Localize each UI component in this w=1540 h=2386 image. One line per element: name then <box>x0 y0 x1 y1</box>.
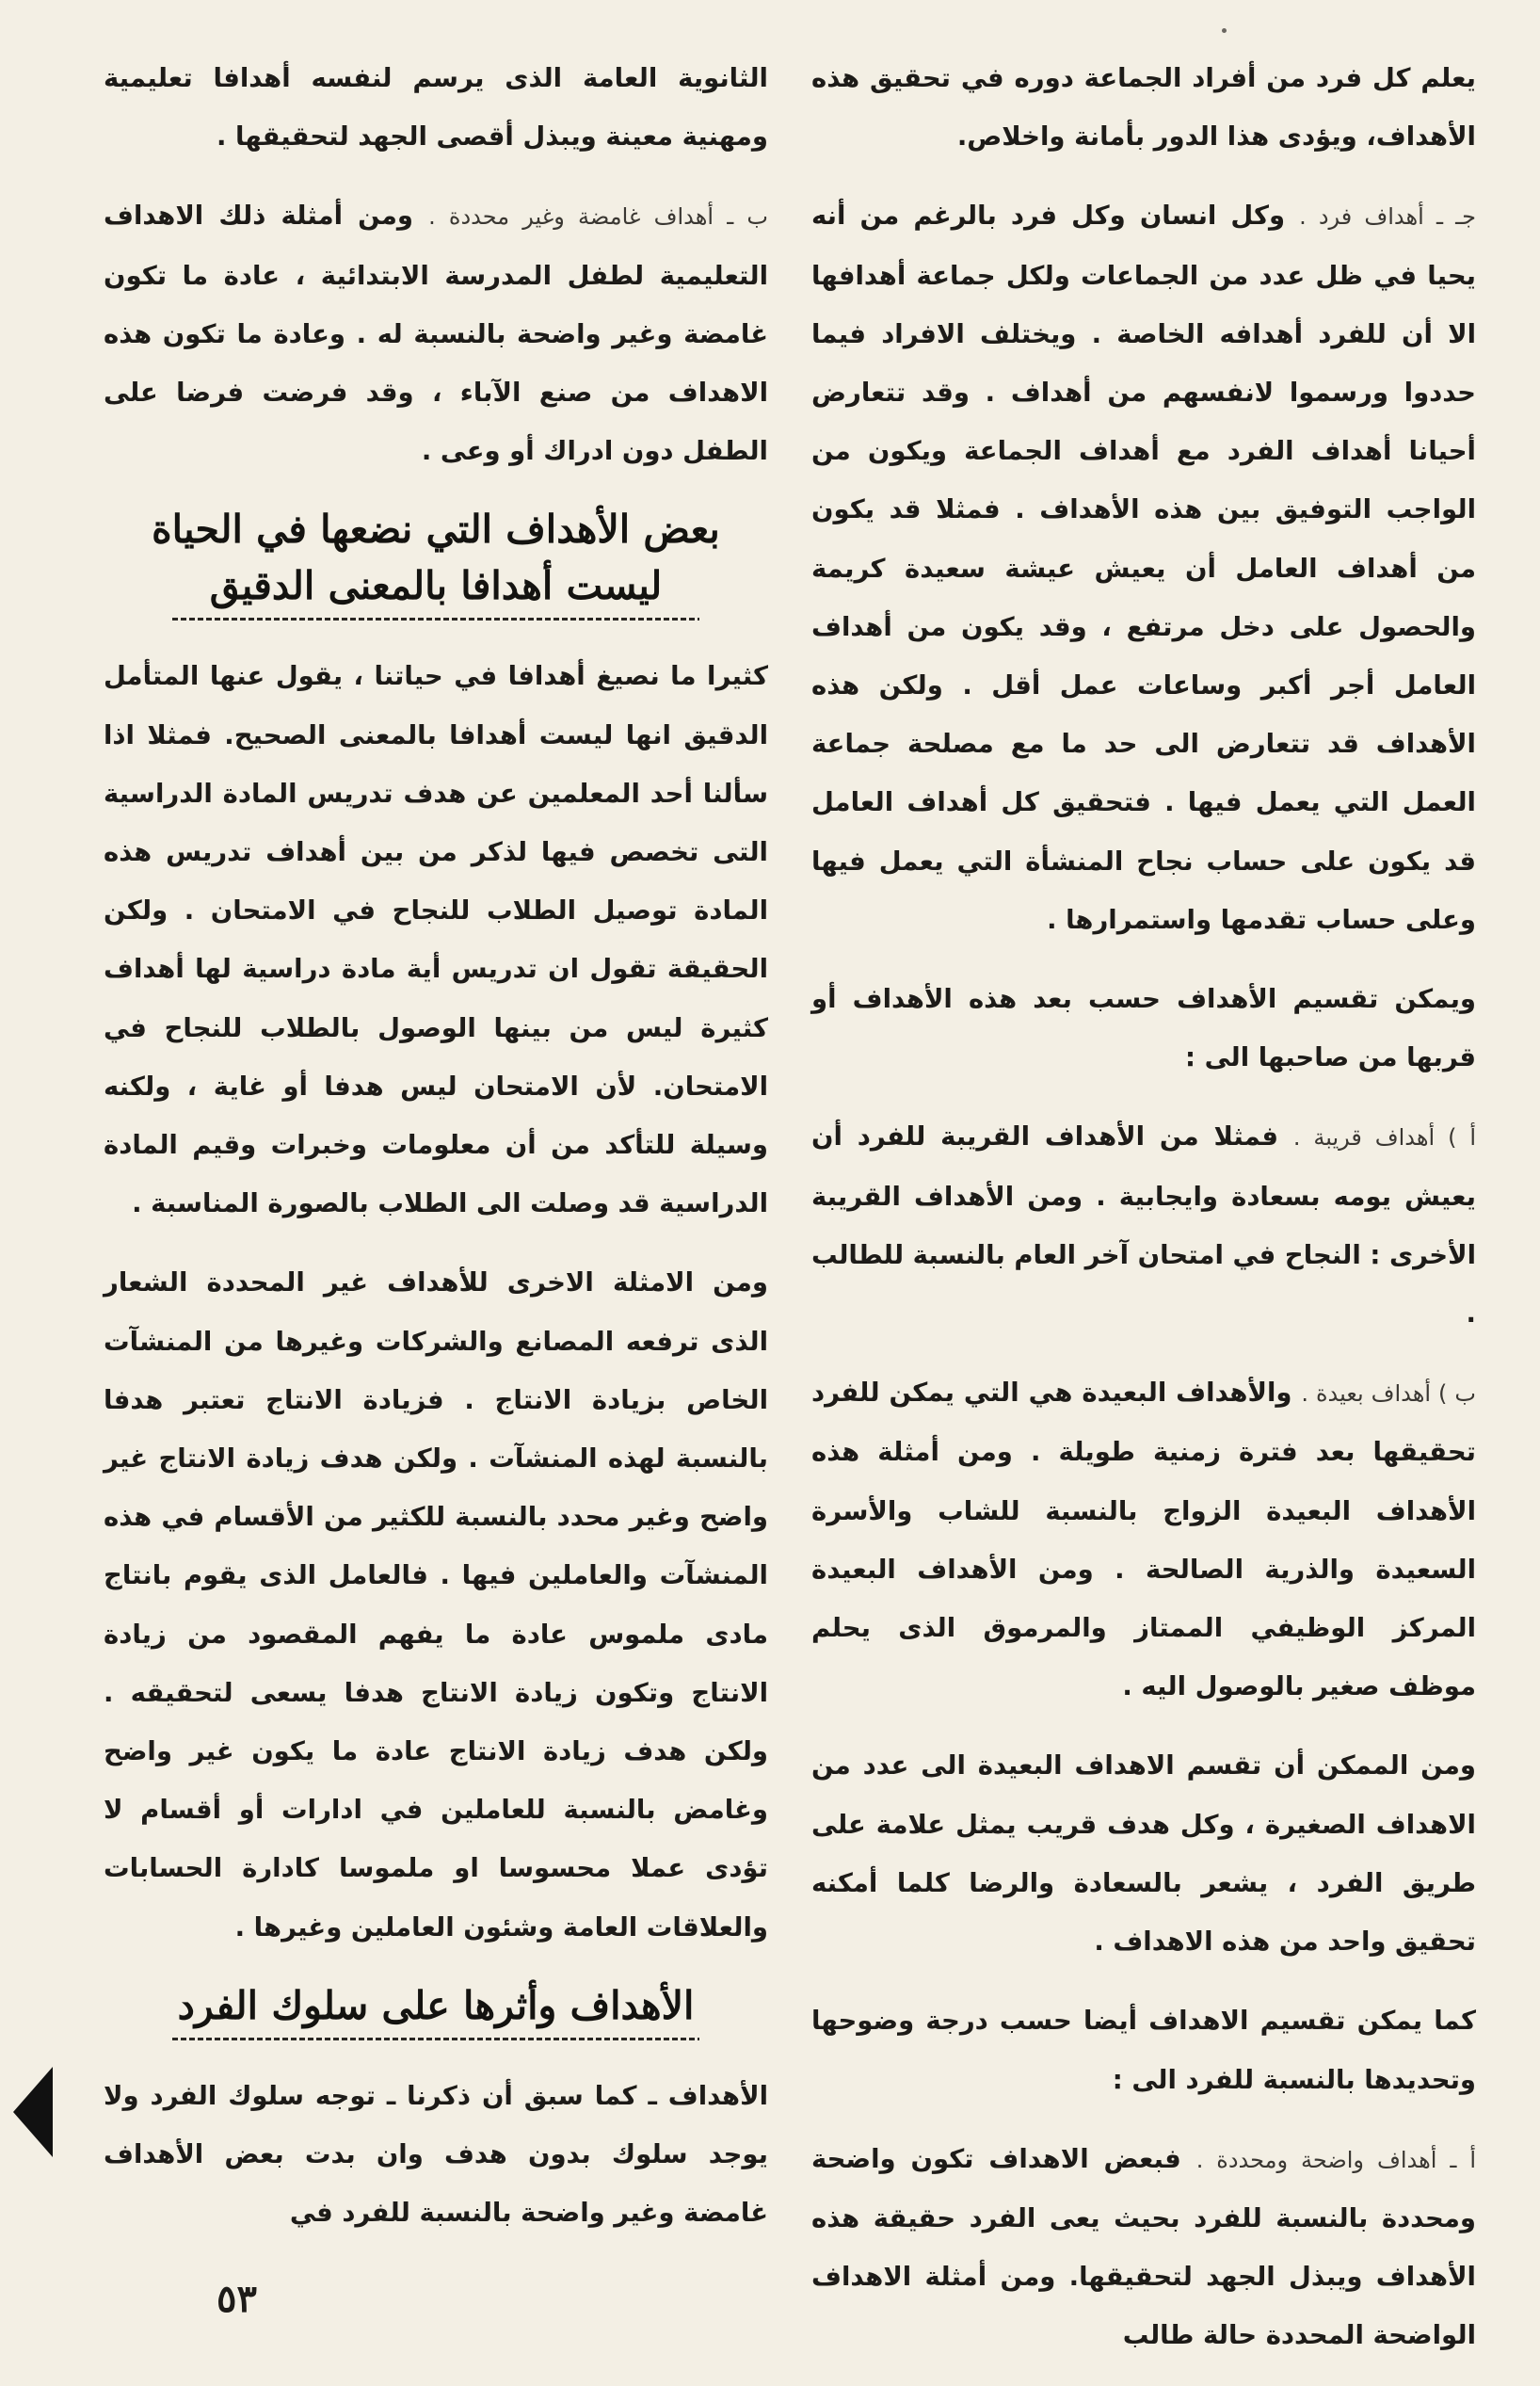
paragraph <box>104 647 768 1233</box>
previous-page-arrow-icon[interactable] <box>13 2067 53 2157</box>
paragraph-text: يعلم كل فرد من أفراد الجماعة دوره في تحقيق هذه الأهداف، ويؤدى هذا الدور بأمانة واخلاص. <box>811 63 1476 153</box>
item-lead: ب ـ أهداف غامضة وغير محددة . <box>428 203 768 231</box>
paragraph <box>811 1736 1476 1971</box>
paragraph-text: الأهداف ـ كما سبق أن ذكرنا ـ توجه سلوك الفرد ولا يوجد سلوك بدون هدف وان بدت بعض الأهداف غامضة وغير واضحة بالنسبة للفرد في <box>104 2080 768 2229</box>
page-number: ٥٣ <box>217 2277 257 2321</box>
heading-underline <box>172 618 699 621</box>
section-heading <box>104 501 768 621</box>
item-lead: أ ـ أهداف واضحة ومحددة . <box>1195 2146 1477 2173</box>
paragraph-text: ومن الامثلة الاخرى للأهداف غير المحددة الشعار الذى ترفعه المصانع والشركات وغيرها من المنشآت الخاص بزيادة الانتاج . فزيادة الانتاج تعتبر هدفا بالنسبة لهذه المنشآت . ولكن هدف زيادة الانتاج غير واضح وغير محدد بالنسبة للكثير من الأقسام في هذه المنشآت والعاملين فيها . فالعامل الذى يقوم بانتاج مادى ملموس عادة ما يفهم المقصود من زيادة الانتاج وتكون زيادة الانتاج هدفا يسعى لتحقيقه . ولكن هدف زيادة الانتاج عادة ما يكون غير واضح وغامض بالنسبة للعاملين في ادارات أو أقسام لا تؤدى عملا محسوسا او ملموسا كادارة الحسابات والعلاقات العامة وشئون العاملين وغيرها . <box>104 1267 768 1943</box>
paragraph-text: كما يمكن تقسيم الاهداف أيضا حسب درجة وضوحها وتحديدها بالنسبة للفرد الى : <box>811 2006 1476 2095</box>
paragraph-text: الثانوية العامة الذى يرسم لنفسه أهدافا تعليمية ومهنية معينة ويبذل أقصى الجهد لتحقيقها . <box>104 63 768 153</box>
paragraph-text: ومن أمثلة ذلك الاهداف التعليمية لطفل المدرسة الابتدائية ، عادة ما تكون غامضة وغير واضحة بالنسبة له . وعادة ما تكون هذه الاهداف من صنع الآباء ، وقد فرضت فرضا على الطفل دون ادراك أو وعى . <box>104 201 768 467</box>
paragraph <box>104 49 768 166</box>
right-column <box>811 49 1476 2386</box>
heading-line: بعض الأهداف التي نضعها في الحياة <box>152 507 720 553</box>
paragraph-text: كثيرا ما نصيغ أهدافا في حياتنا ، يقول عنها المتأمل الدقيق انها ليست أهدافا بالمعنى الصحيح. فمثلا اذا سألنا أحد المعلمين عن هدف تدريس المادة الدراسية التى تخصص فيها لذكر من بين أهداف تدريس هذه المادة توصيل الطلاب للنجاح في الامتحان . ولكن الحقيقة تقول ان تدريس أية مادة دراسية لها أهداف كثيرة ليس من بينها الوصول بالطلاب للنجاح في الامتحان. لأن الامتحان ليس هدفا أو غاية ، ولكنه وسيلة للتأكد من أن معلومات وخبرات وقيم المادة الدراسية قد وصلت الى الطلاب بالصورة المناسبة . <box>104 661 768 1219</box>
paragraph-text: فمثلا من الأهداف القريبة للفرد أن يعيش يومه بسعادة وايجابية . ومن الأهداف القريبة الأخرى : النجاح في امتحان آخر العام بالنسبة للطالب . <box>811 1121 1476 1330</box>
item-lead: أ ) أهداف قريبة . <box>1292 1124 1476 1152</box>
paragraph-text: ويمكن تقسيم الأهداف حسب بعد هذه الأهداف أو قربها من صاحبها الى : <box>811 984 1476 1073</box>
print-speck <box>1222 28 1227 33</box>
heading-line: الأهداف وأثرها على سلوك الفرد <box>177 1982 695 2028</box>
item-lead: ب ) أهداف بعيدة . <box>1301 1380 1476 1408</box>
paragraph <box>104 1253 768 1956</box>
paragraph <box>811 1991 1476 2108</box>
paragraph <box>104 2067 768 2243</box>
paragraph-text: فبعض الاهداف تكون واضحة ومحددة بالنسبة للفرد بحيث يعى الفرد حقيقة هذه الأهداف ويبذل الجهد لتحقيقها. ومن أمثلة الاهداف الواضحة المحددة حالة طالب <box>811 2143 1476 2351</box>
paragraph <box>104 186 768 480</box>
paragraph <box>811 49 1476 166</box>
paragraph <box>811 1107 1476 1343</box>
paragraph <box>811 1363 1476 1716</box>
section-heading <box>104 1977 768 2040</box>
paragraph-text: والأهداف البعيدة هي التي يمكن للفرد تحقيقها بعد فترة زمنية طويلة . ومن أمثلة هذه الأهداف البعيدة الزواج بالنسبة للشاب والأسرة السعيدة والذرية الصالحة . ومن الأهداف البعيدة المركز الوظيفي الممتاز والمرموق الذى يحلم موظف صغير بالوصول اليه . <box>811 1378 1476 1702</box>
heading-underline <box>172 2038 699 2040</box>
paragraph-text: وكل انسان وكل فرد بالرغم من أنه يحيا في ظل عدد من الجماعات ولكل جماعة أهدافها الا أن للفرد أهدافه الخاصة . ويختلف الافراد فيما حددوا ورسموا لانفسهم من أهداف . وقد تتعارض أحيانا أهداف الفرد مع أهداف الجماعة ويكون من الواجب التوفيق بين هذه الأهداف . فمثلا قد يكون من أهداف العامل أن يعيش عيشة سعيدة كريمة والحصول على دخل مرتفع ، وقد يكون من أهداف العامل أجر أكبر وساعات عمل أقل . ولكن هذه الأهداف قد تتعارض الى حد ما مع مصلحة جماعة العمل التي يعمل فيها . فتحقيق كل أهداف العامل قد يكون على حساب نجاح المنشأة التي يعمل فيها وعلى حساب تقدمها واستمرارها . <box>811 201 1476 935</box>
paragraph <box>811 2130 1476 2365</box>
paragraph-text: ومن الممكن أن تقسم الاهداف البعيدة الى عدد من الاهداف الصغيرة ، وكل هدف قريب يمثل علامة على طريق الفرد ، يشعر بالسعادة والرضا كلما أمكنه تحقيق واحد من هذه الاهداف . <box>811 1750 1476 1958</box>
left-column <box>104 49 768 2264</box>
heading-line: ليست أهدافا بالمعنى الدقيق <box>209 563 663 609</box>
paragraph <box>811 970 1476 1087</box>
paragraph <box>811 186 1476 949</box>
item-lead: جـ ـ أهداف فرد . <box>1299 203 1476 231</box>
